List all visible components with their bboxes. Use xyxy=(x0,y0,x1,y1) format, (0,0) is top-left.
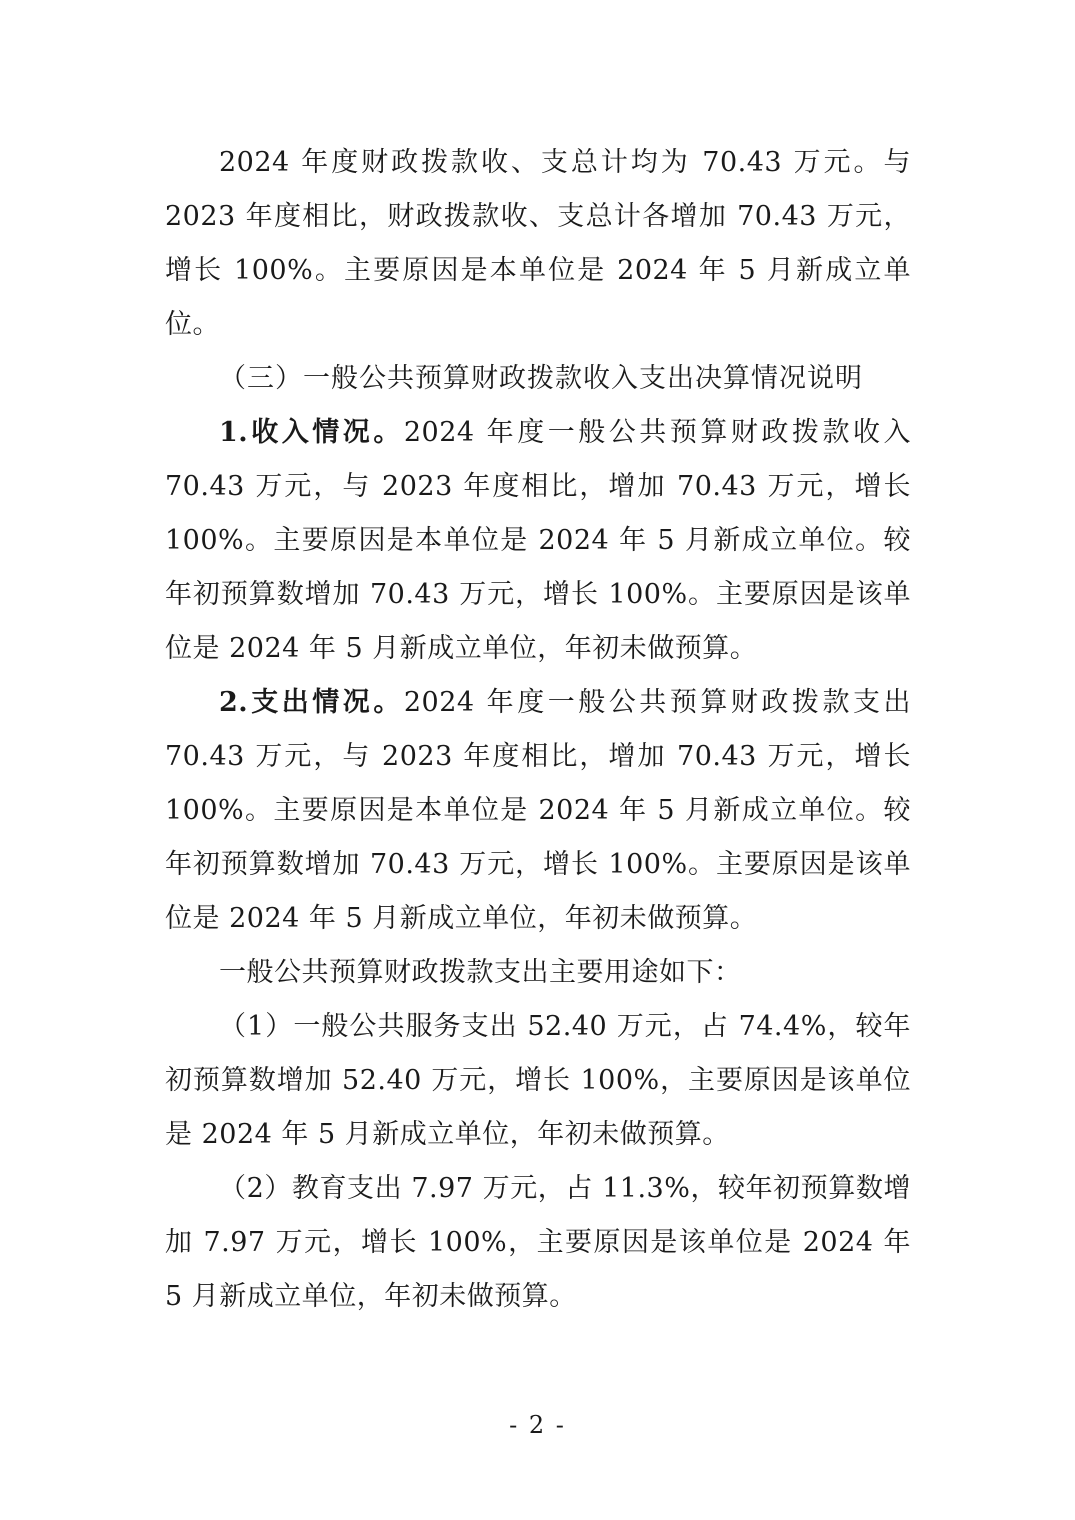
paragraph-item-2: （2）教育支出 7.97 万元，占 11.3%，较年初预算数增加 7.97 万元，增长 100%，主要原因是该单位是 2024 年 5 月新成立单位，年初未做预算。 xyxy=(165,1173,911,1312)
paragraph-item-1: （1）一般公共服务支出 52.40 万元，占 74.4%，较年初预算数增加 52.40 万元，增长 100%，主要原因是该单位是 2024 年 5 月新成立单位，年初未做预算。 xyxy=(165,1011,911,1150)
paragraph-expense xyxy=(165,676,911,946)
paragraph-totals: 2024 年度财政拨款收、支总计均为 70.43 万元。与 2023 年度相比，财政拨款收、支总计各增加 70.43 万元，增长 100%。主要原因是本单位是 2024 年 5 月新成立单位。 xyxy=(165,147,911,340)
paragraph-income xyxy=(165,406,911,676)
section-heading: （三）一般公共预算财政拨款收入支出决算情况说明 xyxy=(219,363,863,394)
paragraph-uses-intro: 一般公共预算财政拨款支出主要用途如下： xyxy=(219,957,742,988)
expense-body: 2024 年度一般公共预算财政拨款支出 70.43 万元，与 2023 年度相比，增加 70.43 万元，增长 100%。主要原因是本单位是 2024 年 5 月新成立单位。较年初预算数增加 70.43 万元，增长 100%。主要原因是该单位是 2024 年 5 月新成立单位，年初未做预算。 xyxy=(165,687,911,934)
page-number: - 2 - xyxy=(509,1411,566,1439)
income-body: 2024 年度一般公共预算财政拨款收入 70.43 万元，与 2023 年度相比，增加 70.43 万元，增长 100%。主要原因是本单位是 2024 年 5 月新成立单位。较年初预算数增加 70.43 万元，增长 100%。主要原因是该单位是 2024 年 5 月新成立单位，年初未做预算。 xyxy=(165,417,911,664)
expense-lead: 2.支出情况。 xyxy=(219,687,404,718)
income-lead: 1.收入情况。 xyxy=(219,417,404,448)
document-body xyxy=(165,136,911,1324)
